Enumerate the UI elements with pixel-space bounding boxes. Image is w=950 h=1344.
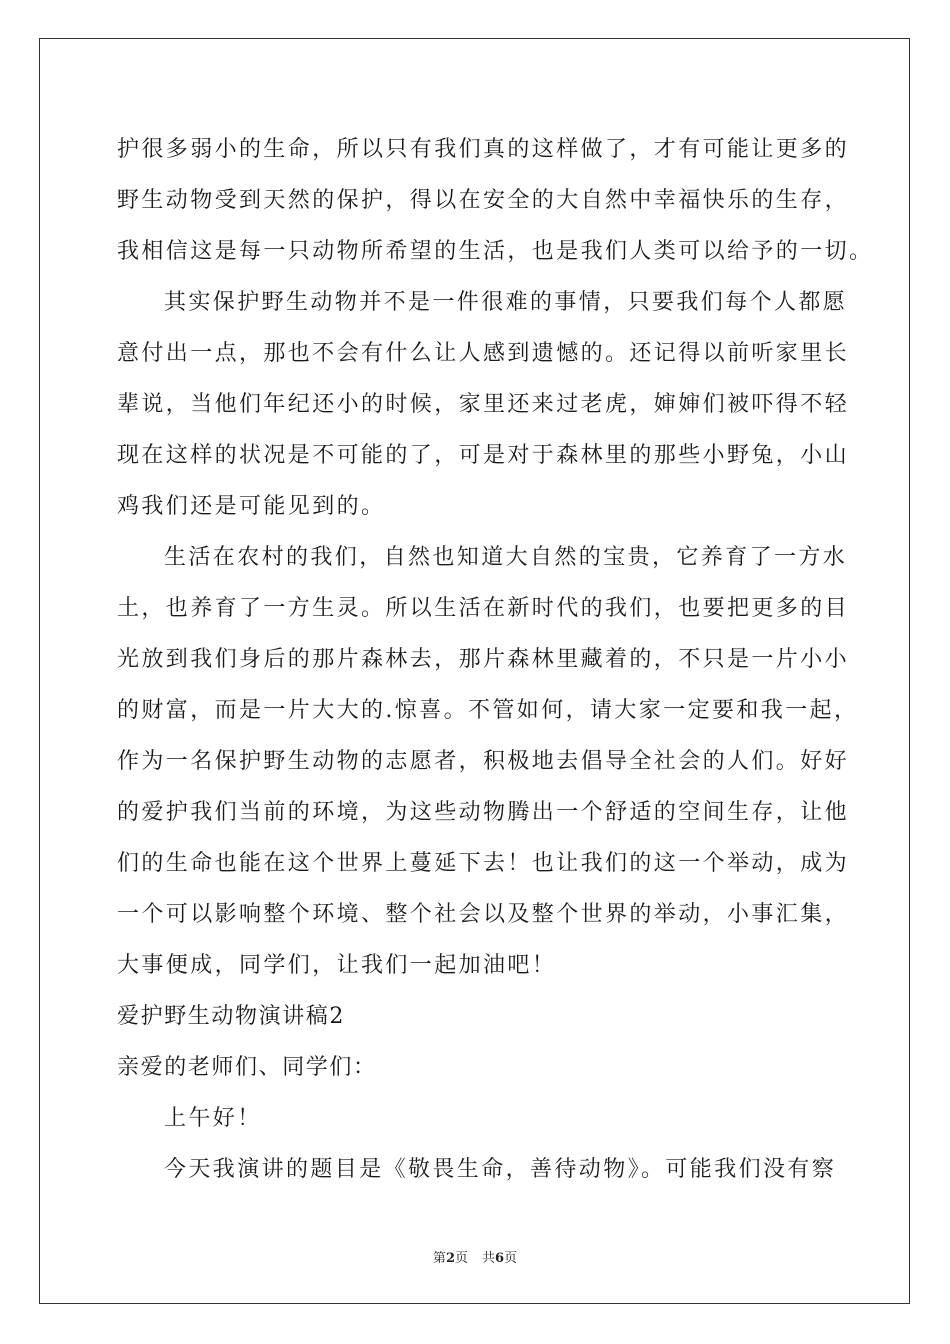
text-line: 辈说，当他们年纪还小的时候，家里还来过老虎，婶婶们被吓得不轻 [117,392,850,417]
text-line: 野生动物受到天然的保护，得以在安全的大自然中幸福快乐的生存， [117,188,850,213]
paragraph-start-line: 其实保护野生动物并不是一件很难的事情，只要我们每个人都愿 [164,290,848,315]
salutation: 亲爱的老师们、同学们： [117,1055,377,1080]
text-line: 的财富，而是一片大大的.惊喜。不管如何，请大家一定要和我一起， [117,698,859,723]
text-line: 我相信这是每一只动物所希望的生活，也是我们人类可以给予的一切。 [117,239,874,264]
text-line: 作为一名保护野生动物的志愿者，积极地去倡导全社会的人们。好好 [117,749,850,774]
text-line: 意付出一点，那也不会有什么让人感到遗憾的。还记得以前听家里长 [117,341,850,366]
text-line: 护很多弱小的生命，所以只有我们真的这样做了，才有可能让更多的 [117,137,850,162]
page-footer [0,1247,950,1266]
text-line: 们的生命也能在这个世界上蔓延下去！也让我们的这一个举动，成为 [117,851,850,876]
footer-page-suffix: 页 [454,1251,468,1266]
total-pages-number: 6 [495,1251,505,1266]
text-line: 的爱护我们当前的环境，为这些动物腾出一个舒适的空间生存，让他 [117,800,850,825]
current-page-number: 2 [445,1251,455,1266]
footer-prefix: 第 [432,1251,446,1266]
section-title: 爱护野生动物演讲稿2 [117,1004,345,1029]
text-line: 一个可以影响整个环境、整个社会以及整个世界的举动，小事汇集， [117,902,850,927]
text-line: 现在这样的状况是不可能的了，可是对于森林里的那些小野兔，小山 [117,443,850,468]
footer-total-prefix: 共 [482,1251,496,1266]
paragraph-start-line: 今天我演讲的题目是《敬畏生命，善待动物》。可能我们没有察 [164,1157,837,1182]
text-line: 大事便成，同学们，让我们一起加油吧！ [117,953,557,978]
document-body [117,128,874,1199]
text-line: 鸡我们还是可能见到的。 [117,494,386,519]
text-line: 光放到我们身后的那片森林去，那片森林里藏着的，不只是一片小小 [117,647,850,672]
text-line: 土，也养育了一方生灵。所以生活在新时代的我们，也要把更多的目 [117,596,850,621]
greeting: 上午好！ [164,1106,262,1131]
footer-total-suffix: 页 [504,1251,518,1266]
paragraph-start-line: 生活在农村的我们，自然也知道大自然的宝贵，它养育了一方水 [164,545,848,570]
